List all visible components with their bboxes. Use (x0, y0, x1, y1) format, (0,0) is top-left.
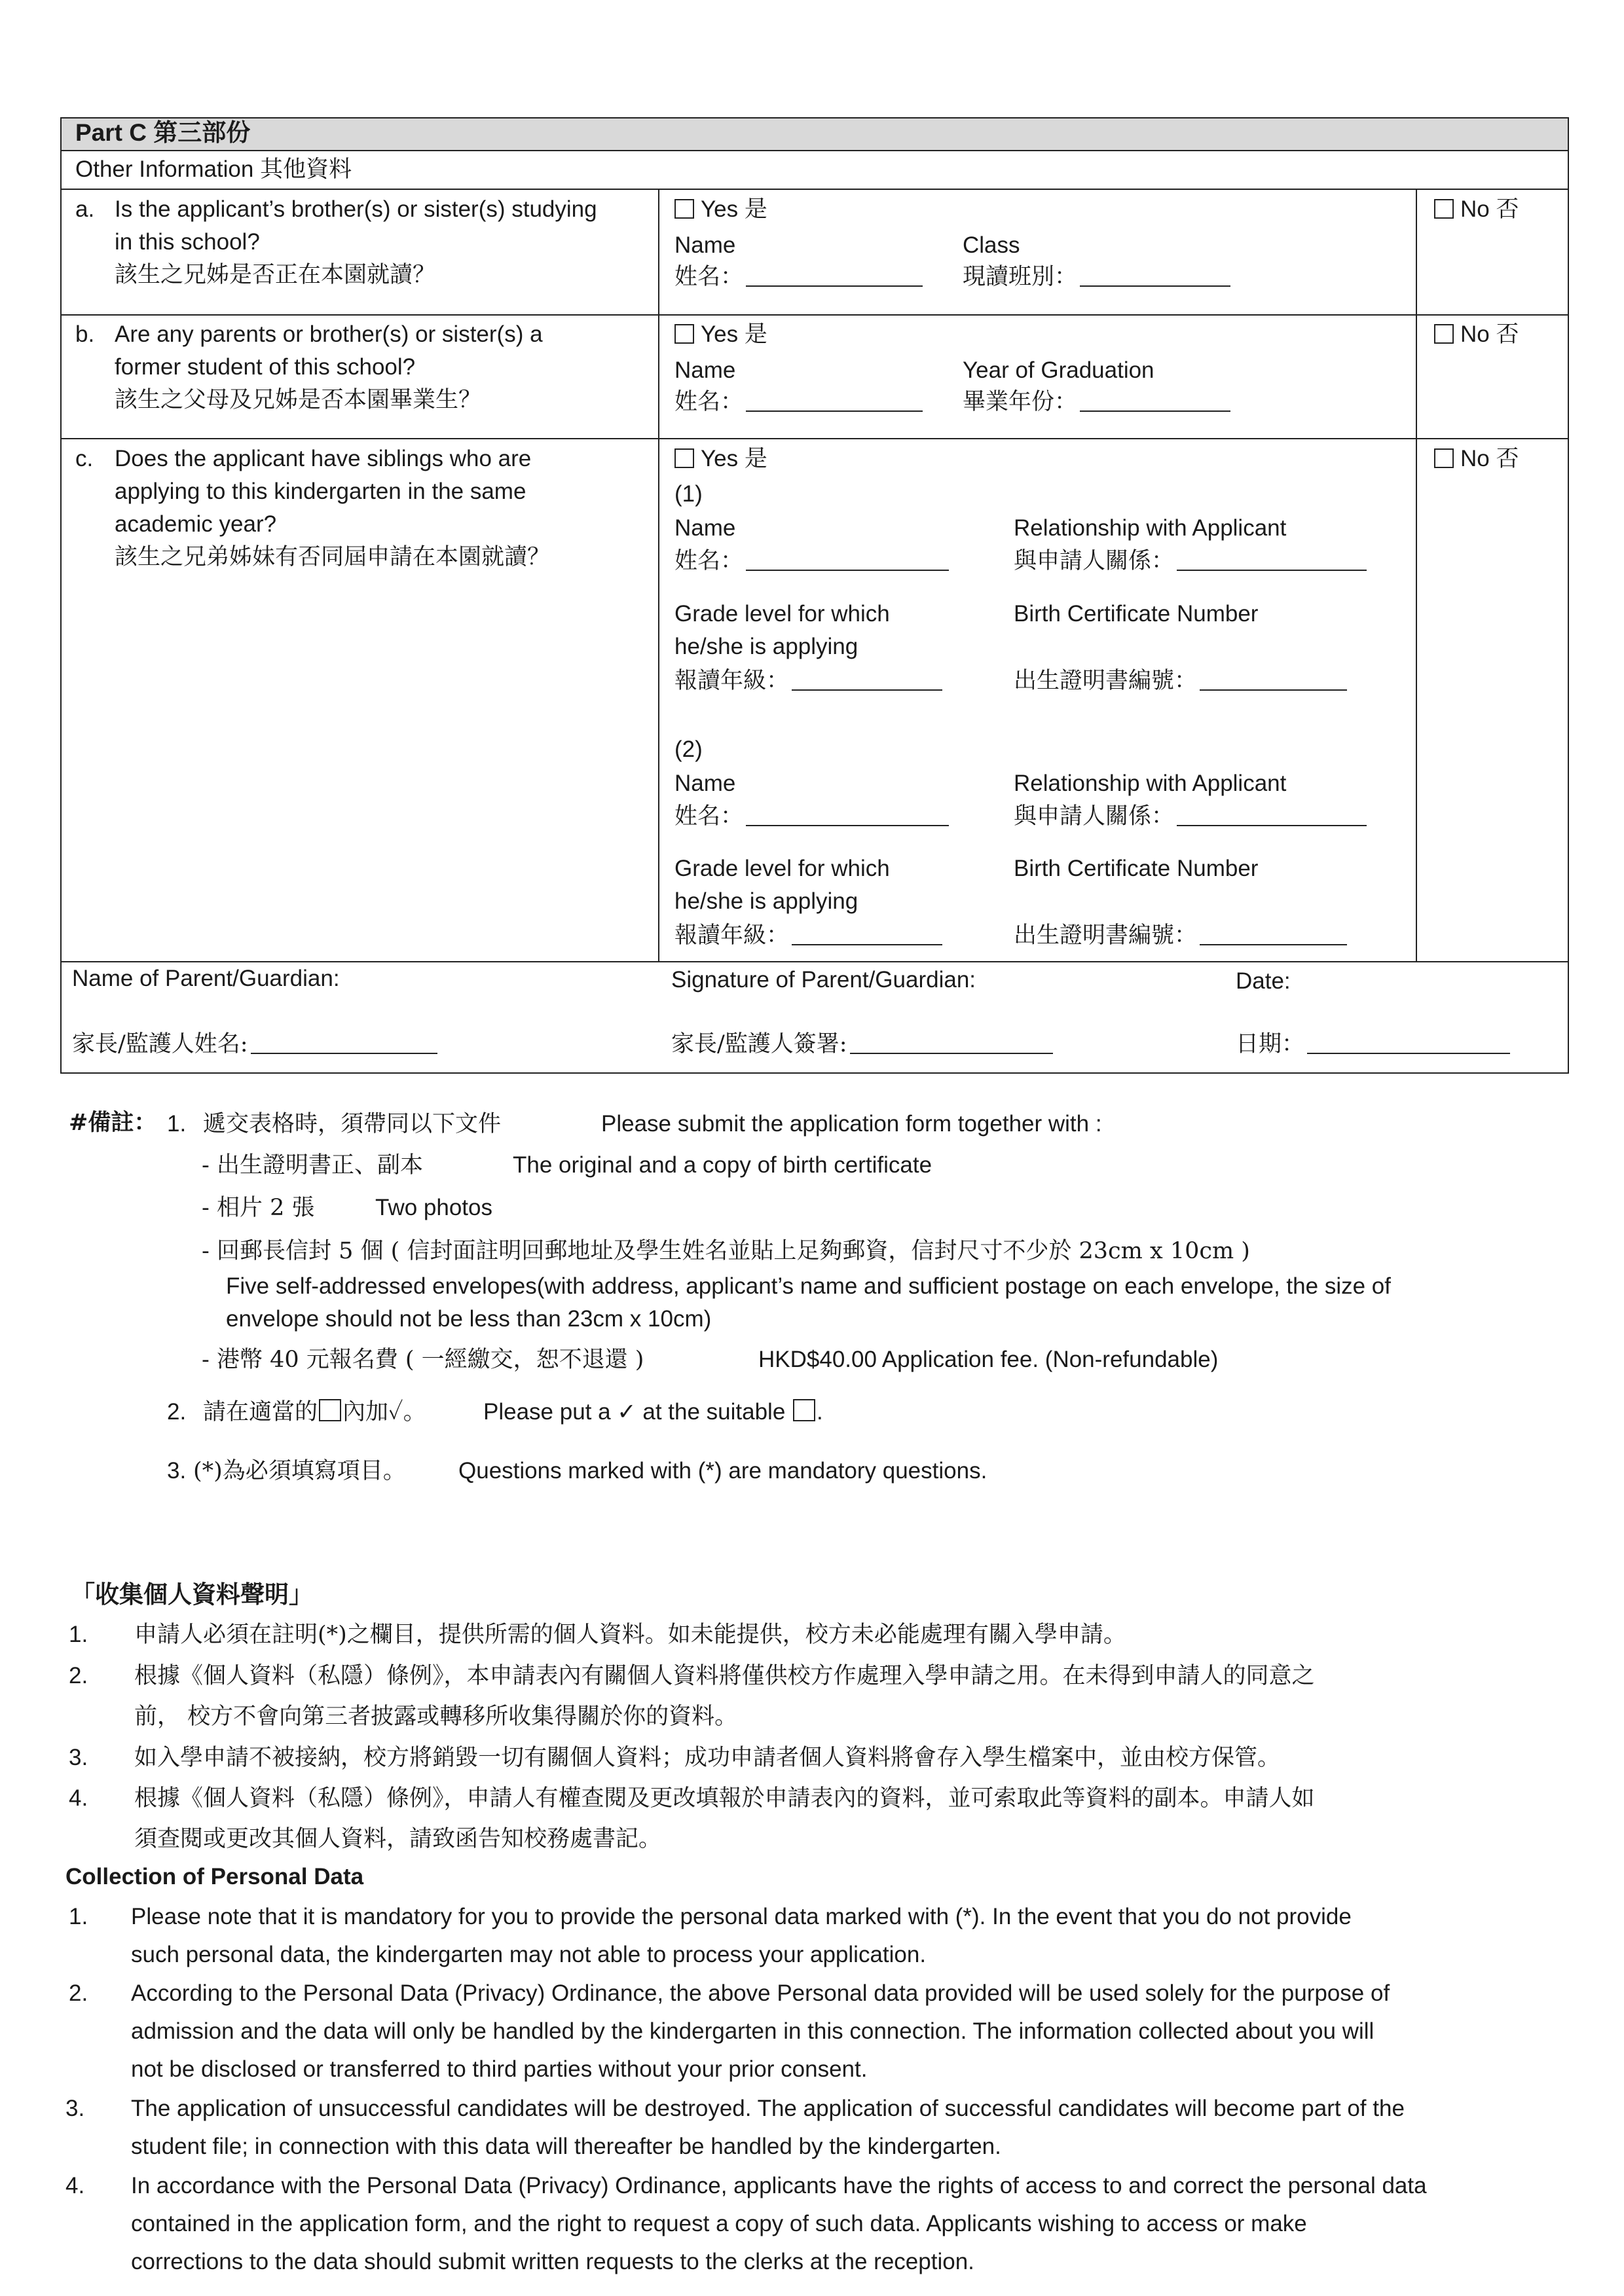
row-a-class-label: Class (963, 232, 1020, 258)
privacy-en-item-4-number: 4. (65, 2173, 85, 2198)
parent-name-field[interactable]: 家長/監護人姓名: (72, 1028, 437, 1061)
note-1-number: 1. (167, 1111, 187, 1137)
row-a-yes-option[interactable]: Yes 是 (674, 193, 767, 226)
sibling-1-grade-label-line2: he/she is applying (674, 634, 858, 659)
privacy-en-item-3-line1: The application of unsuccessful candidates will be destroyed. The application of successful candidates will become part of the (131, 2096, 1405, 2121)
sibling-2-name-field[interactable]: 姓名： (674, 800, 949, 833)
row-a-class-field[interactable]: 現讀班別： (963, 261, 1230, 293)
note-sub-1-zh: - 出生證明書正、副本 (202, 1152, 423, 1178)
sibling-2-birth-cert-label: Birth Certificate Number (1014, 856, 1259, 881)
date-label: Date: (1236, 968, 1291, 994)
sibling-2-grade-label-line1: Grade level for which (674, 856, 890, 881)
signature-label: Signature of Parent/Guardian: (671, 967, 976, 993)
sibling-2-grade-label-line2: he/she is applying (674, 888, 858, 914)
note-2-en: Please put a ✓ at the suitable . (483, 1399, 823, 1425)
row-b-year-field[interactable]: 畢業年份： (963, 386, 1230, 418)
other-information-subtitle: Other Information 其他資料 (75, 156, 352, 182)
row-a-no-option[interactable]: No 否 (1434, 193, 1519, 226)
sibling-2-relationship-field[interactable]: 與申請人關係： (1014, 800, 1367, 833)
row-c-no-option[interactable]: No 否 (1434, 443, 1519, 475)
checkbox-icon[interactable] (1434, 448, 1454, 468)
note-sub-1-en: The original and a copy of birth certificate (513, 1152, 932, 1178)
note-sub-3-en-line2: envelope should not be less than 23cm x 10cm) (226, 1306, 712, 1332)
privacy-en-item-3-line2: student file; in connection with this data will thereafter be handled by the kindergarten. (131, 2134, 1001, 2159)
privacy-en-item-1-number: 1. (69, 1904, 88, 1929)
privacy-en-item-3-number: 3. (65, 2096, 85, 2121)
note-1-en: Please submit the application form together with : (601, 1111, 1102, 1137)
checkbox-icon[interactable] (1434, 199, 1454, 219)
sibling-1-grade-label-line1: Grade level for which (674, 601, 890, 627)
row-a-name-field[interactable]: 姓名： (674, 261, 923, 293)
sibling-2-marker: (2) (674, 737, 703, 762)
note-3-en: Questions marked with (*) are mandatory questions. (458, 1458, 987, 1484)
row-c-yes-option[interactable]: Yes 是 (674, 443, 767, 475)
row-b-question-line1: Are any parents or brother(s) or sister(s) a (115, 321, 543, 347)
privacy-zh-item-4-line2: 須查閱或更改其個人資料，請致函告知校務處書記。 (134, 1826, 662, 1852)
privacy-en-item-2-line3: not be disclosed or transferred to third parties without your prior consent. (131, 2056, 868, 2082)
row-b-no-option[interactable]: No 否 (1434, 318, 1519, 351)
checkbox-icon (319, 1399, 341, 1421)
row-b-name-label: Name (674, 357, 736, 383)
checkbox-icon[interactable] (674, 199, 694, 219)
row-b-name-field[interactable]: 姓名： (674, 386, 923, 418)
privacy-zh-item-1-line1: 申請人必須在註明(*)之欄目，提供所需的個人資料。如未能提供，校方未必能處理有關入學申請。 (134, 1622, 1126, 1648)
privacy-en-item-1-line2: such personal data, the kindergarten may not able to process your application. (131, 1942, 927, 1967)
signature-field[interactable]: 家長/監護人簽署: (671, 1028, 1053, 1061)
parent-name-label: Name of Parent/Guardian: (72, 966, 340, 991)
note-3-number: 3. (167, 1458, 187, 1484)
sibling-2-name-label: Name (674, 771, 736, 796)
row-a-question-line2: in this school? (115, 229, 260, 255)
notes-label: #備註： (69, 1109, 157, 1136)
sibling-2-grade-field[interactable]: 報讀年級： (674, 919, 942, 952)
privacy-en-title: Collection of Personal Data (65, 1864, 364, 1889)
note-sub-2-zh: - 相片 2 張 (202, 1195, 315, 1221)
part-c-title: Part C 第三部份 (75, 119, 251, 146)
privacy-zh-item-1-number: 1. (69, 1622, 88, 1647)
privacy-en-item-2-line2: admission and the data will only be handled by the kindergarten in this connection. The information collected about you will (131, 2018, 1375, 2044)
date-field[interactable]: 日期： (1236, 1028, 1510, 1061)
row-b-year-label: Year of Graduation (963, 357, 1154, 383)
row-b-marker: b. (75, 321, 95, 347)
part-c-header-band (60, 118, 1568, 151)
note-1-zh: 遞交表格時，須帶同以下文件 (203, 1111, 502, 1137)
row-a-question-line1: Is the applicant’s brother(s) or sister(s) studying (115, 196, 597, 222)
sibling-1-relationship-field[interactable]: 與申請人關係： (1014, 545, 1367, 577)
row-a-marker: a. (75, 196, 95, 222)
privacy-zh-item-2-line1: 根據《個人資料（私隱）條例》，本申請表內有關個人資料將僅供校方作處理入學申請之用。在未得到申請人的同意之 (134, 1663, 1315, 1689)
row-a-question-zh: 該生之兄姊是否正在本園就讀？ (115, 262, 436, 288)
note-3-zh: (*)為必須填寫項目。 (193, 1458, 406, 1484)
sibling-1-name-label: Name (674, 515, 736, 541)
privacy-en-item-2-number: 2. (69, 1980, 88, 2006)
row-c-question-line3: academic year? (115, 511, 277, 537)
note-2-zh: 請在適當的 內加✓。 (203, 1399, 426, 1425)
row-b-question-line2: former student of this school? (115, 354, 416, 380)
sibling-1-marker: (1) (674, 481, 703, 507)
privacy-en-item-4-line1: In accordance with the Personal Data (Privacy) Ordinance, applicants have the rights of access to and correct the personal data (131, 2173, 1427, 2198)
checkbox-icon[interactable] (674, 324, 694, 344)
privacy-zh-title: 「收集個人資料聲明」 (71, 1580, 313, 1609)
note-sub-4-en: HKD$40.00 Application fee. (Non-refundable) (758, 1347, 1219, 1372)
privacy-zh-item-2-number: 2. (69, 1663, 88, 1688)
note-sub-3-zh: - 回郵長信封 5 個 ( 信封面註明回郵地址及學生姓名並貼上足夠郵資，信封尺寸不少於 23cm x 10cm ) (202, 1238, 1250, 1264)
sibling-1-grade-field[interactable]: 報讀年級： (674, 665, 942, 697)
privacy-en-item-4-line2: contained in the application form, and the right to request a copy of such data. Applicants wishing to access or make (131, 2211, 1307, 2236)
row-c-marker: c. (75, 446, 94, 471)
privacy-zh-item-4-line1: 根據《個人資料（私隱）條例》，申請人有權查閱及更改填報於申請表內的資料，並可索取此等資料的副本。申請人如 (134, 1785, 1315, 1812)
sibling-1-birth-cert-label: Birth Certificate Number (1014, 601, 1259, 627)
row-b-yes-option[interactable]: Yes 是 (674, 318, 767, 351)
row-c-question-line1: Does the applicant have siblings who are (115, 446, 532, 471)
sibling-1-name-field[interactable]: 姓名： (674, 545, 949, 577)
sibling-2-birth-cert-field[interactable]: 出生證明書編號： (1014, 919, 1347, 952)
row-c-question-line2: applying to this kindergarten in the same (115, 479, 526, 504)
row-c-question-zh: 該生之兄弟姊妹有否同屆申請在本園就讀？ (115, 544, 551, 570)
row-a-name-label: Name (674, 232, 736, 258)
privacy-zh-item-3-number: 3. (69, 1745, 88, 1770)
note-sub-4-zh: - 港幣 40 元報名費 ( 一經繳交，恕不退還 ) (202, 1347, 644, 1373)
privacy-zh-item-3-line1: 如入學申請不被接納，校方將銷毀一切有關個人資料；成功申請者個人資料將會存入學生檔案中，並由校方保管。 (134, 1745, 1281, 1771)
privacy-zh-item-2-line2: 前， 校方不會向第三者披露或轉移所收集得關於你的資料。 (134, 1704, 738, 1730)
sibling-1-birth-cert-field[interactable]: 出生證明書編號： (1014, 665, 1347, 697)
checkbox-icon[interactable] (1434, 324, 1454, 344)
sibling-2-relationship-label: Relationship with Applicant (1014, 771, 1287, 796)
privacy-zh-item-4-number: 4. (69, 1785, 88, 1811)
checkbox-icon (793, 1399, 815, 1421)
privacy-en-item-4-line3: corrections to the data should submit written requests to the clerks at the reception. (131, 2249, 974, 2274)
privacy-en-item-2-line1: According to the Personal Data (Privacy) Ordinance, the above Personal data provided will be used solely for the purpose of (131, 1980, 1390, 2006)
note-sub-2-en: Two photos (375, 1195, 492, 1220)
row-b-question-zh: 該生之父母及兄姊是否本園畢業生？ (115, 387, 482, 413)
note-2-number: 2. (167, 1399, 187, 1425)
checkbox-icon[interactable] (674, 448, 694, 468)
privacy-en-item-1-line1: Please note that it is mandatory for you to provide the personal data marked with (*). In the event that you do not provide (131, 1904, 1352, 1929)
note-sub-3-en-line1: Five self-addressed envelopes(with address, applicant’s name and sufficient postage on each envelope, the size of (226, 1273, 1391, 1299)
sibling-1-relationship-label: Relationship with Applicant (1014, 515, 1287, 541)
